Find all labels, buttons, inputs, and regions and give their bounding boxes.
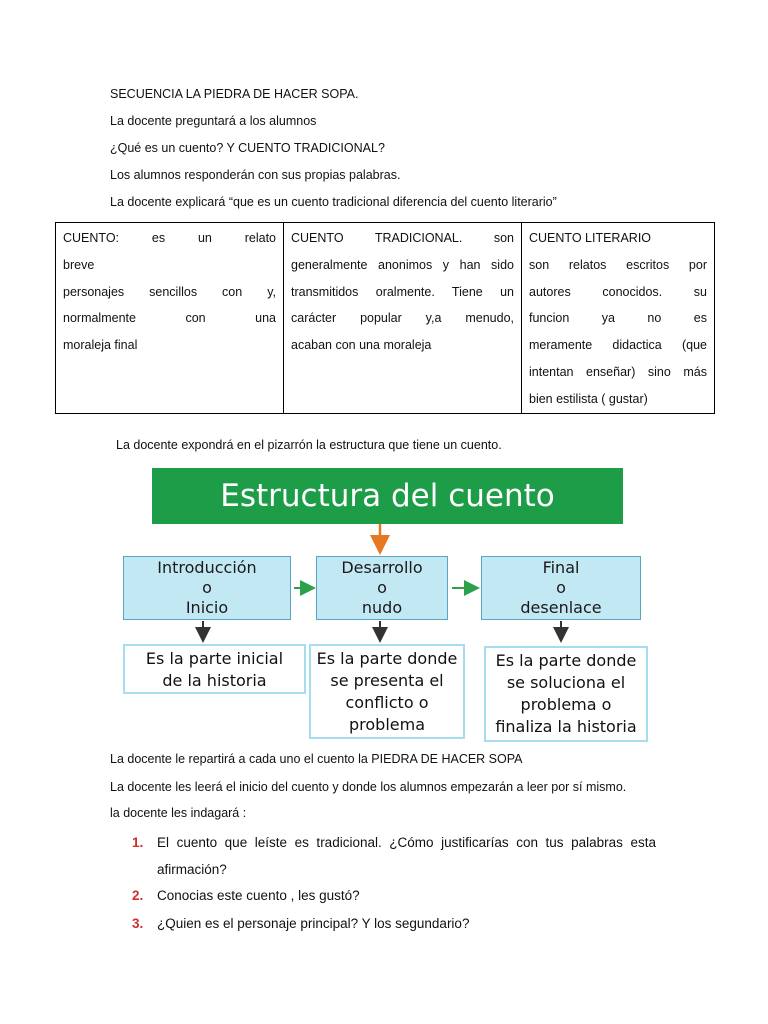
stage-inicio: [123, 556, 291, 620]
stage-label: desenlace: [520, 598, 602, 617]
cell-line: intentan enseñar) sino más: [529, 364, 707, 379]
cell-cuento: [56, 223, 284, 414]
question-1-continued: afirmación?: [157, 862, 227, 877]
stage-label: Final: [542, 558, 580, 577]
desc-line: Es la parte inicial: [145, 649, 284, 668]
desc-line: Es la parte donde: [316, 649, 458, 668]
stage-label: nudo: [361, 598, 403, 617]
desc-line: se presenta el: [330, 671, 444, 690]
question-number: 3.: [132, 916, 144, 931]
intro-line: ¿Qué es un cuento? Y CUENTO TRADICIONAL?: [110, 141, 385, 155]
cell-line: transmitidos oralmente. Tiene un: [291, 284, 514, 299]
after-line: la docente les indagará :: [110, 806, 247, 820]
cell-line: personajes sencillos con y,: [63, 284, 276, 299]
diagram-title: Estructura del cuento: [152, 468, 623, 524]
stage-label: o: [202, 578, 212, 597]
cell-line: funcion ya no es: [529, 311, 707, 326]
cell-line: acaban con una moraleja: [291, 338, 432, 353]
stage-label: Introducción: [157, 558, 257, 577]
desc-desarrollo: [309, 644, 465, 739]
cell-line: autores conocidos. su: [529, 284, 707, 299]
desc-line: de la historia: [162, 671, 267, 690]
cell-line: carácter popular y,a menudo,: [291, 311, 514, 326]
cell-line: meramente didactica (que: [529, 338, 707, 353]
desc-line: se soluciona el: [506, 673, 626, 692]
cell-cuento-literario: [522, 223, 715, 414]
cell-line: normalmente con una: [63, 311, 276, 326]
desc-line: conflicto o: [345, 693, 429, 712]
cell-cuento-tradicional: [284, 223, 522, 414]
cell-line: CUENTO TRADICIONAL. son: [291, 231, 514, 245]
question-text: El cuento que leíste es tradicional. ¿Cómo justificarías con tus palabras esta: [157, 835, 656, 850]
cell-line: CUENTO: es un relato: [63, 231, 276, 245]
question-number: 1.: [132, 835, 144, 850]
intro-line: La docente preguntará a los alumnos: [110, 114, 317, 128]
desc-line: problema o: [520, 695, 612, 714]
after-line: La docente le repartirá a cada uno el cuento la PIEDRA DE HACER SOPA: [110, 752, 523, 766]
question-2: [132, 888, 360, 903]
cell-line: son relatos escritos por: [529, 257, 707, 272]
cell-line: CUENTO LITERARIO: [529, 231, 652, 245]
desc-line: finaliza la historia: [495, 717, 637, 736]
stage-label: o: [377, 578, 387, 597]
question-number: 2.: [132, 888, 144, 903]
board-line: La docente expondrá en el pizarrón la estructura que tiene un cuento.: [116, 438, 502, 452]
question-text: ¿Quien es el personaje principal? Y los segundario?: [157, 916, 470, 931]
stage-final: [481, 556, 641, 620]
question-3: [132, 916, 469, 931]
question-1: [132, 835, 656, 850]
stage-label: Desarrollo: [341, 558, 423, 577]
story-structure-diagram: [120, 464, 652, 742]
after-line: La docente les leerá el inicio del cuento y donde los alumnos empezarán a leer por sí mismo.: [110, 780, 627, 794]
stage-desarrollo: [316, 556, 448, 620]
stage-label: Inicio: [185, 598, 229, 617]
intro-line: La docente explicará “que es un cuento tradicional diferencia del cuento literario”: [110, 195, 557, 209]
doc-title: SECUENCIA LA PIEDRA DE HACER SOPA.: [110, 87, 359, 101]
cell-line: breve: [63, 257, 95, 272]
desc-final: [484, 646, 648, 742]
question-text: Conocias este cuento , les gustó?: [157, 888, 360, 903]
cell-line: generalmente anonimos y han sido: [291, 257, 514, 272]
desc-inicio: [123, 644, 306, 694]
desc-line: problema: [348, 715, 425, 734]
stage-label: o: [556, 578, 566, 597]
intro-line: Los alumnos responderán con sus propias palabras.: [110, 168, 401, 182]
desc-line: Es la parte donde: [495, 651, 637, 670]
cell-line: moraleja final: [63, 338, 138, 353]
cell-line: bien estilista ( gustar): [529, 391, 648, 406]
comparison-table: [55, 222, 715, 414]
